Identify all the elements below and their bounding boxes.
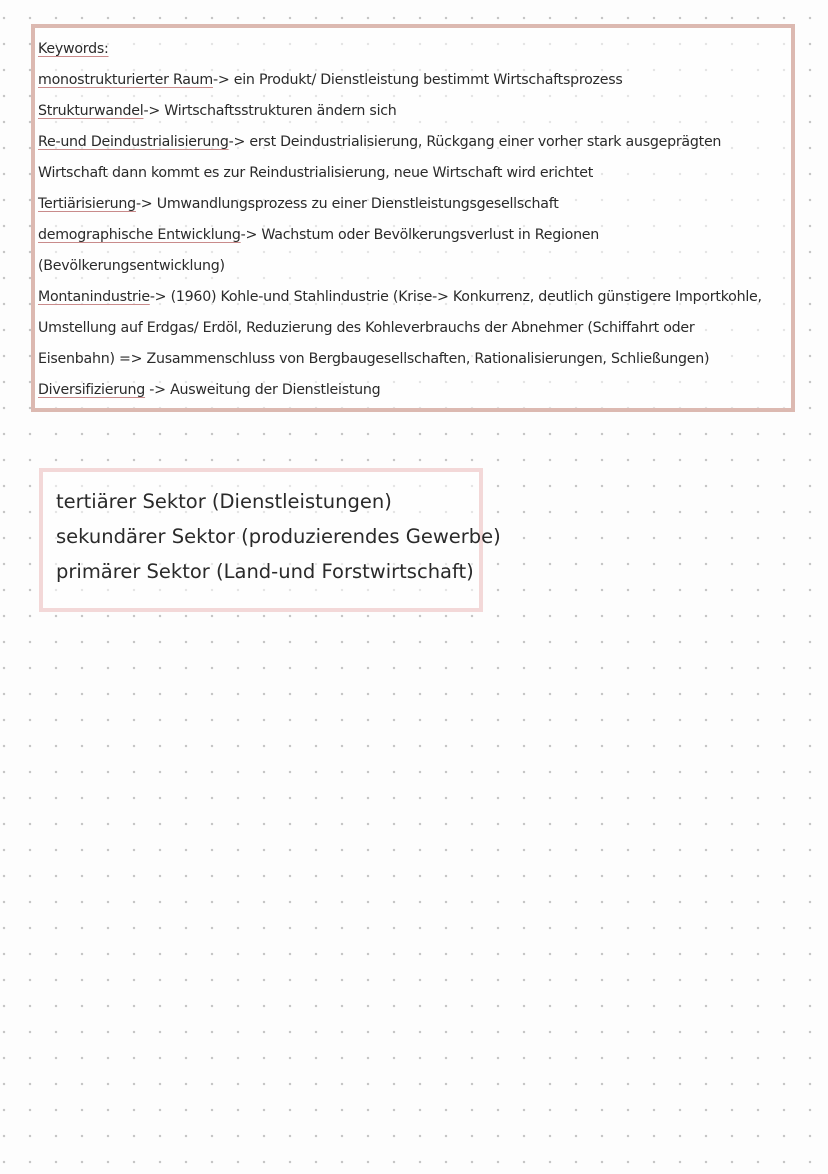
keyword-line-continuation <box>38 251 798 282</box>
keyword-line-tertiaerisierung <box>38 189 798 220</box>
keyword-term: monostrukturierter Raum <box>38 72 213 88</box>
keyword-term: demographische Entwicklung <box>38 227 241 243</box>
sector-primary: primärer Sektor (Land-und Forstwirtschaft) <box>56 560 474 583</box>
keyword-term: Tertiärisierung <box>38 196 136 212</box>
keyword-line-diversifizierung <box>38 375 798 406</box>
keyword-line-montanindustrie <box>38 282 798 313</box>
keyword-definition: Wirtschaft dann kommt es zur Reindustrialisierung, neue Wirtschaft wird erichtet <box>38 165 594 181</box>
keyword-term: Re-und Deindustrialisierung <box>38 134 229 150</box>
keyword-definition: -> Wachstum oder Bevölkerungsverlust in Regionen <box>240 227 600 243</box>
keyword-line-demographie <box>38 220 798 251</box>
keyword-line-continuation <box>38 313 798 344</box>
keyword-term: Montanindustrie <box>38 289 150 305</box>
keyword-definition: Eisenbahn) => Zusammenschluss von Bergbaugesellschaften, Rationalisierungen, Schließungen) <box>38 351 710 367</box>
keyword-definition: -> erst Deindustrialisierung, Rückgang einer vorher stark ausgeprägten <box>228 134 722 150</box>
keyword-definition: -> Umwandlungsprozess zu einer Dienstleistungsgesellschaft <box>135 196 559 212</box>
keyword-definition: (Bevölkerungsentwicklung) <box>38 258 225 274</box>
keyword-line-deindustrialisierung <box>38 127 798 158</box>
keyword-line-continuation <box>38 344 798 375</box>
keyword-term: Diversifizierung <box>38 382 146 398</box>
sector-secondary: sekundärer Sektor (produzierendes Gewerbe) <box>56 525 501 548</box>
keyword-term: Strukturwandel <box>38 103 144 119</box>
keyword-line-strukturwandel <box>38 96 798 127</box>
keywords-heading: Keywords: <box>38 41 109 57</box>
sector-tertiary: tertiärer Sektor (Dienstleistungen) <box>56 490 392 513</box>
keyword-line-continuation <box>38 158 798 189</box>
keyword-definition: -> (1960) Kohle-und Stahlindustrie (Krise-> Konkurrenz, deutlich günstigere Importkohle, <box>149 289 762 305</box>
keyword-definition: Umstellung auf Erdgas/ Erdöl, Reduzierung des Kohleverbrauchs der Abnehmer (Schiffahrt oder <box>38 320 695 336</box>
keywords-content <box>38 34 798 406</box>
keyword-line-monostruktur <box>38 65 798 96</box>
keywords-heading-line <box>38 34 798 65</box>
sectors-content <box>56 484 501 589</box>
keyword-definition: -> Wirtschaftsstrukturen ändern sich <box>143 103 397 119</box>
keyword-definition: -> Ausweitung der Dienstleistung <box>145 382 381 398</box>
keyword-definition: -> ein Produkt/ Dienstleistung bestimmt Wirtschaftsprozess <box>213 72 623 88</box>
